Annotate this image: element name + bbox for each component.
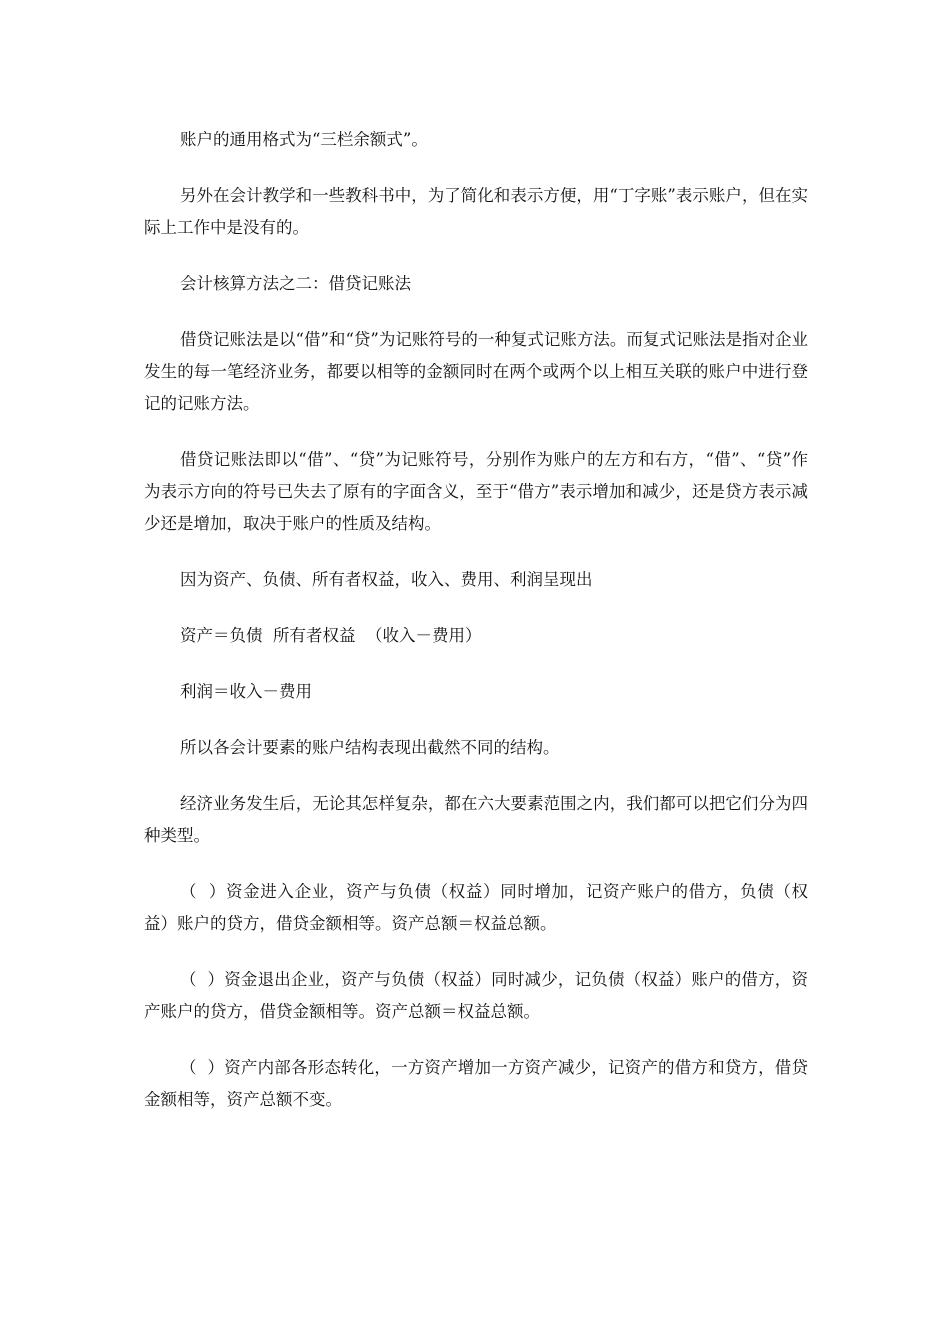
paragraph-four-types: 经济业务发生后，无论其怎样复杂，都在六大要素范围之内，我们都可以把它们分为四种类型。 [144, 794, 808, 845]
paragraph-elements-intro: 因为资产、负债、所有者权益，收入、费用、利润呈现出 [180, 570, 593, 589]
list-item-funds-out: （ ）资金退出企业，资产与负债（权益）同时减少，记负债（权益）账户的借方，资产账户的贷方，借贷金额相等。资产总额＝权益总额。 [144, 970, 808, 1021]
paragraph-t-account: 另外在会计教学和一些教科书中，为了简化和表示方便，用“丁字账”表示账户，但在实际上工作中是没有的。 [144, 186, 808, 237]
equation-profit: 利润＝收入－费用 [180, 682, 312, 701]
document-body [144, 124, 808, 1140]
equation-assets: 资产＝负债 所有者权益 （收入－费用） [180, 626, 482, 645]
section-heading-debit-credit-method: 会计核算方法之二：借贷记账法 [180, 274, 411, 293]
list-item-funds-in: （ ）资金进入企业，资产与负债（权益）同时增加，记资产账户的借方，负债（权益）账户的贷方，借贷金额相等。资产总额＝权益总额。 [144, 882, 808, 933]
paragraph-account-structure: 所以各会计要素的账户结构表现出截然不同的结构。 [180, 738, 560, 757]
list-item-asset-conversion: （ ）资产内部各形态转化，一方资产增加一方资产减少，记资产的借方和贷方，借贷金额相等，资产总额不变。 [144, 1058, 808, 1109]
paragraph-double-entry-definition: 借贷记账法是以“借”和“贷”为记账符号的一种复式记账方法。而复式记账法是指对企业发生的每一笔经济业务，都要以相等的金额同时在两个或两个以上相互关联的账户中进行登记的记账方法。 [144, 330, 808, 413]
paragraph-debit-credit-symbols: 借贷记账法即以“借”、“贷”为记账符号，分别作为账户的左方和右方，“借”、“贷”作为表示方向的符号已失去了原有的字面含义，至于“借方”表示增加和减少，还是贷方表示减少还是增加，取决于账户的性质及结构。 [144, 450, 808, 533]
paragraph-account-format: 账户的通用格式为“三栏余额式”。 [180, 130, 428, 149]
